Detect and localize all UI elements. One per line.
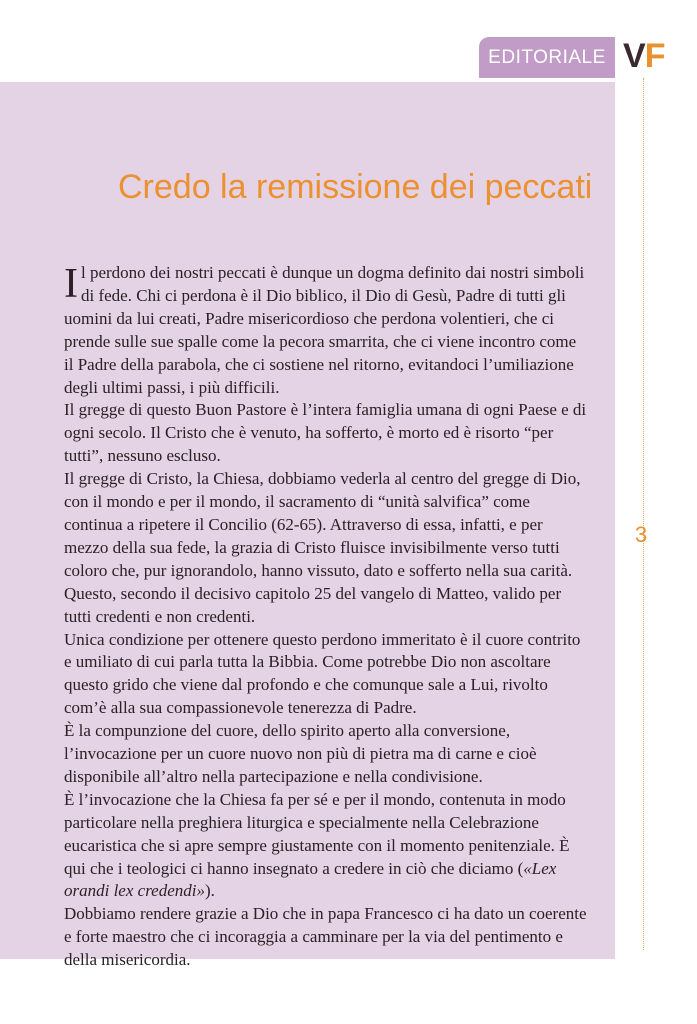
article-title: Credo la remissione dei peccati (118, 168, 593, 206)
paragraph-3: Il gregge di Cristo, la Chiesa, dobbiamo vederla al centro del gregge di Dio, con il mondo e per il mondo, il sacramento di “unità salvifica” come continua a ripetere il Concilio (62-65). Attraverso di essa, infatti, e per mezzo della sua fede, la grazia di Cristo fluisce invisibilmente verso tutti coloro che, pur ignorandolo, hanno vissuto, dato e sofferto nella sua carità. Questo, secondo il decisivo capitolo 25 del vangelo di Matteo, valido per tutti credenti e non credenti. (64, 469, 581, 626)
section-label: EDITORIALE (488, 46, 606, 68)
article-body (64, 262, 589, 972)
paragraph-6-text: È l’invocazione che la Chiesa fa per sé e per il mondo, contenuta in modo particolare nella preghiera liturgica e specialmente nella Celebrazione eucaristica che si apre sempre giustamente con il momento penitenziale. È qui che i teologici ci hanno insegnato a credere in ciò che diciamo ( (64, 789, 570, 878)
magazine-logo (623, 36, 664, 76)
quote-close: ). (205, 881, 215, 901)
drop-cap: I (64, 261, 78, 307)
paragraph-5: È la compunzione del cuore, dello spirito aperto alla conversione, l’invocazione per un cuore nuovo non più di pietra ma di carne e cioè disponibile all’altro nella partecipazione e nella condivisione. (64, 721, 537, 786)
section-tab (479, 37, 615, 78)
paragraph-7: Dobbiamo rendere grazie a Dio che in papa Francesco ci ha dato un coerente e forte maestro che ci incoraggia a camminare per la via del pentimento e della misericordia. (64, 904, 587, 970)
paragraph-2: Il gregge di questo Buon Pastore è l’intera famiglia umana di ogni Paese e di ogni secolo. Il Cristo che è venuto, ha sofferto, è morto ed è risorto “per tutti”, nessuno escluso. (64, 400, 587, 466)
paragraph-1 (64, 262, 589, 399)
margin-dotted-rule (643, 78, 644, 950)
logo-letter-f: F (644, 37, 665, 75)
latin-quote: «Lex orandi lex credendi» (64, 858, 557, 901)
page-number: 3 (635, 522, 648, 547)
paragraph-6 (64, 789, 589, 904)
paragraph-4: Unica condizione per ottenere questo perdono immeritato è il cuore contrito e umiliato di cui parla tutta la Bibbia. Come potrebbe Dio non ascoltare questo grido che viene dal profondo e che comunque sale a Lui, rivolto com’è alla sua compassionevole tenerezza di Padre. (64, 629, 581, 718)
logo-letter-v: V (623, 37, 645, 75)
paragraph-1-text: l perdono dei nostri peccati è dunque un dogma definito dai nostri simboli di fede. Chi ci perdona è il Dio biblico, il Dio di Gesù, Padre di tutti gli uomini da lui creati, Padre misericordioso che perdona volentieri, che ci prende sulle sue spalle come la pecora smarrita, che ci viene incontro come il Padre della parabola, che ci sostiene nel ritorno, evitandoci l’umiliazione degli ultimi passi, i più difficili. (64, 263, 585, 397)
